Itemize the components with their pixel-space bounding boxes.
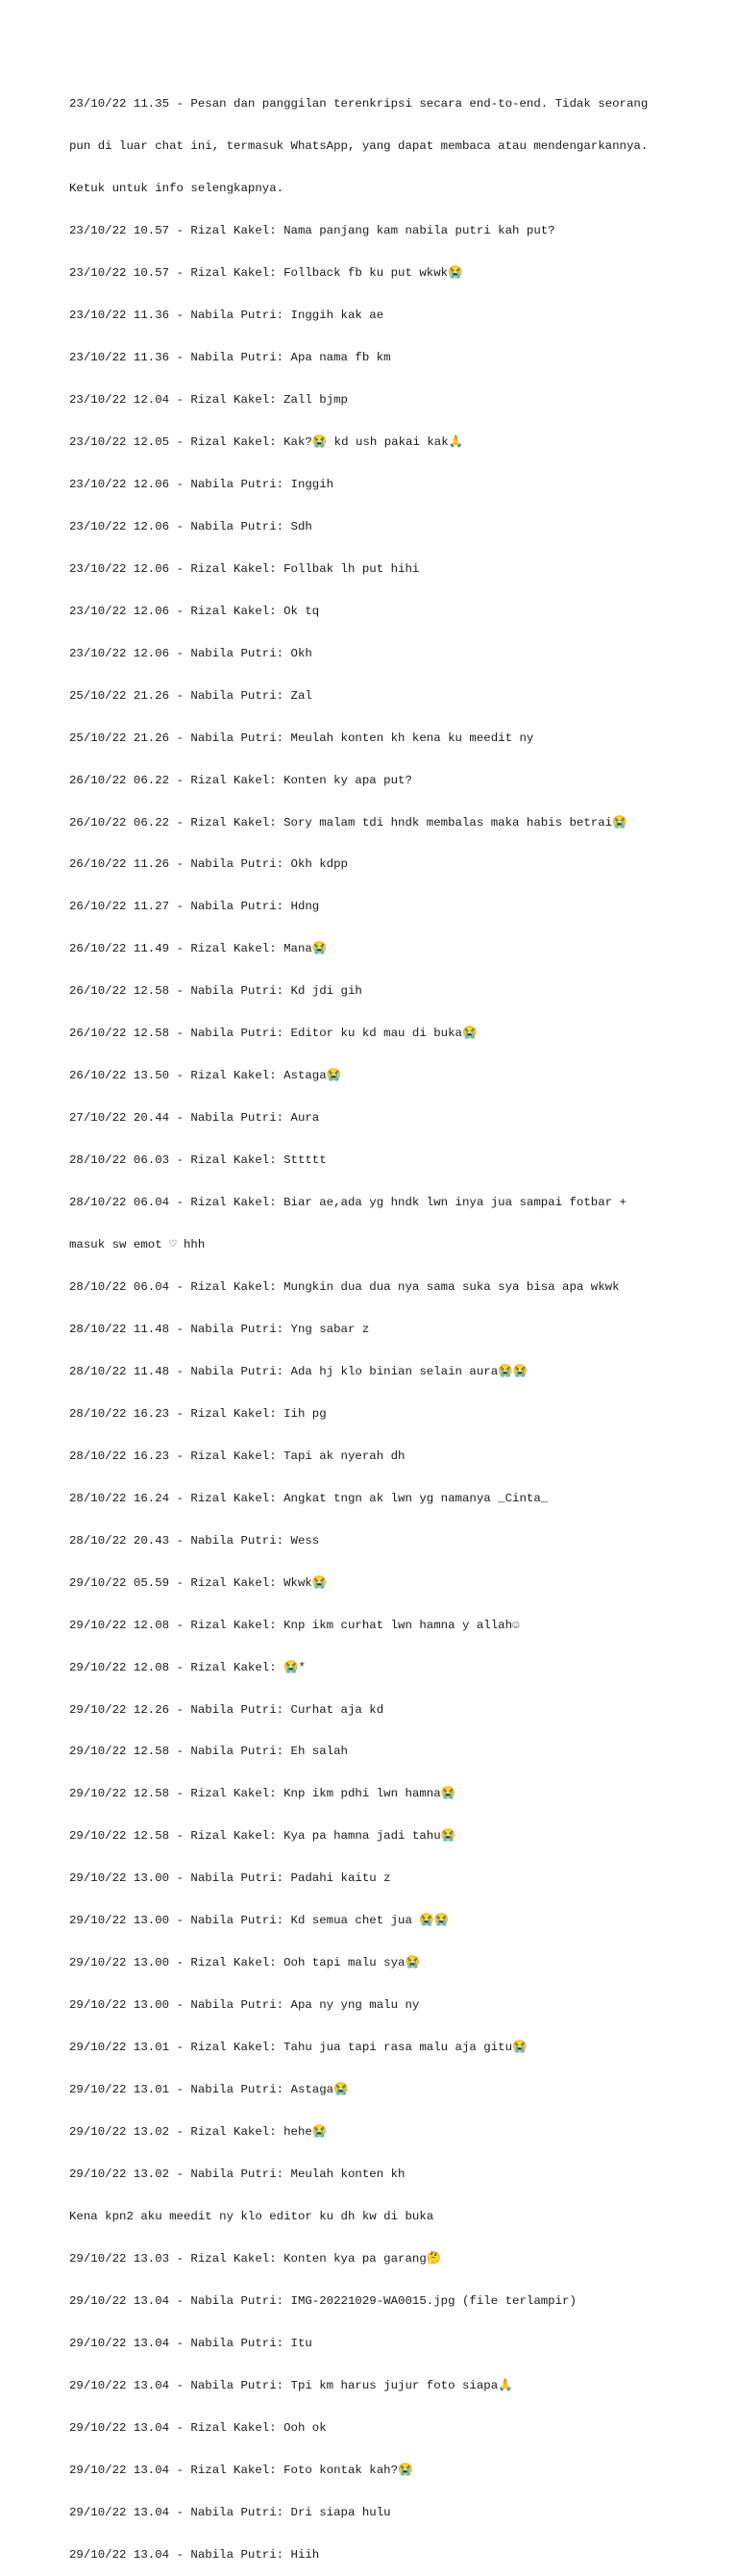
- chat-line: 29/10/22 12.58 - Nabila Putri: Eh salah: [69, 1745, 348, 1759]
- chat-line: pun di luar chat ini, termasuk WhatsApp, yang dapat membaca atau mendengarkannya.: [69, 139, 649, 154]
- chat-line: masuk sw emot ♡ hhh: [69, 1238, 206, 1252]
- chat-line: 28/10/22 11.48 - Nabila Putri: Yng sabar z: [69, 1322, 370, 1336]
- chat-line: 29/10/22 13.04 - Rizal Kakel: Ooh ok: [69, 2420, 327, 2435]
- chat-line: 23/10/22 12.05 - Rizal Kakel: Kak?😭 kd ush pakai kak🙏: [69, 434, 464, 449]
- chat-line: 29/10/22 12.08 - Rizal Kakel: Knp ikm curhat lwn hamna y allah☺: [69, 1618, 520, 1632]
- chat-line: 29/10/22 13.04 - Rizal Kakel: Foto kontak kah?😭: [69, 2463, 413, 2477]
- chat-line: 26/10/22 06.22 - Rizal Kakel: Sory malam tdi hndk membalas maka habis betrai😭: [69, 815, 627, 830]
- chat-line: 23/10/22 12.06 - Nabila Putri: Inggih: [69, 477, 334, 491]
- chat-line: 29/10/22 12.08 - Rizal Kakel: 😭*: [69, 1660, 306, 1674]
- chat-line: 29/10/22 12.58 - Rizal Kakel: Kya pa hamna jadi tahu😭: [69, 1829, 456, 1844]
- chat-line: 23/10/22 12.06 - Rizal Kakel: Ok tq: [69, 604, 320, 618]
- chat-line: 29/10/22 13.04 - Nabila Putri: Itu: [69, 2336, 312, 2350]
- chat-line: 26/10/22 11.49 - Rizal Kakel: Mana😭: [69, 942, 328, 956]
- chat-export-log: [69, 69, 684, 2576]
- chat-line: 26/10/22 11.27 - Nabila Putri: Hdng: [69, 900, 320, 914]
- chat-line: 27/10/22 20.44 - Nabila Putri: Aura: [69, 1111, 320, 1126]
- chat-line: 26/10/22 12.58 - Nabila Putri: Editor ku kd mau di buka😭: [69, 1027, 478, 1041]
- chat-line: 29/10/22 12.26 - Nabila Putri: Curhat aja kd: [69, 1702, 384, 1717]
- chat-line: 28/10/22 16.24 - Rizal Kakel: Angkat tngn ak lwn yg namanya _Cinta_: [69, 1491, 549, 1505]
- chat-line: 29/10/22 13.04 - Nabila Putri: IMG-20221029-WA0015.jpg (file terlampir): [69, 2293, 577, 2308]
- chat-line: 29/10/22 13.02 - Nabila Putri: Meulah konten kh: [69, 2167, 406, 2182]
- chat-line: 29/10/22 13.00 - Rizal Kakel: Ooh tapi malu sya😭: [69, 1956, 420, 1970]
- chat-line: Kena kpn2 aku meedit ny klo editor ku dh kw di buka: [69, 2209, 434, 2223]
- chat-line: 23/10/22 11.36 - Nabila Putri: Inggih kak ae: [69, 309, 384, 323]
- chat-line: 28/10/22 11.48 - Nabila Putri: Ada hj klo binian selain aura😭😭: [69, 1364, 528, 1378]
- chat-line: 29/10/22 13.04 - Nabila Putri: Tpi km harus jujur foto siapa🙏: [69, 2378, 513, 2392]
- chat-line: 23/10/22 12.04 - Rizal Kakel: Zall bjmp: [69, 392, 348, 407]
- chat-line: 26/10/22 12.58 - Nabila Putri: Kd jdi gih: [69, 984, 362, 999]
- chat-line: 23/10/22 10.57 - Rizal Kakel: Follback fb ku put wkwk😭: [69, 266, 463, 281]
- chat-line: 29/10/22 13.00 - Nabila Putri: Kd semua chet jua 😭😭: [69, 1914, 450, 1928]
- chat-line: 28/10/22 06.03 - Rizal Kakel: Sttttt: [69, 1153, 327, 1168]
- chat-line: 25/10/22 21.26 - Nabila Putri: Meulah konten kh kena ku meedit ny: [69, 731, 534, 745]
- chat-line: 29/10/22 13.00 - Nabila Putri: Apa ny yng malu ny: [69, 1998, 420, 2013]
- chat-line: 23/10/22 10.57 - Rizal Kakel: Nama panjang kam nabila putri kah put?: [69, 224, 555, 238]
- chat-line: 29/10/22 13.01 - Nabila Putri: Astaga😭: [69, 2083, 349, 2097]
- chat-line: 23/10/22 12.06 - Nabila Putri: Okh: [69, 646, 312, 660]
- chat-line: 23/10/22 12.06 - Nabila Putri: Sdh: [69, 519, 312, 533]
- chat-line: 28/10/22 20.43 - Nabila Putri: Wess: [69, 1533, 320, 1548]
- chat-line: 23/10/22 12.06 - Rizal Kakel: Follbak lh put hihi: [69, 561, 420, 576]
- chat-line: 26/10/22 13.50 - Rizal Kakel: Astaga😭: [69, 1069, 342, 1083]
- chat-line: 28/10/22 06.04 - Rizal Kakel: Biar ae,ada yg hndk lwn inya jua sampai fotbar +: [69, 1196, 627, 1210]
- chat-line: 29/10/22 13.00 - Nabila Putri: Padahi kaitu z: [69, 1871, 391, 1886]
- chat-line: 29/10/22 13.01 - Rizal Kakel: Tahu jua tapi rasa malu aja gitu😭: [69, 2041, 528, 2055]
- chat-line: 29/10/22 12.58 - Rizal Kakel: Knp ikm pdhi lwn hamna😭: [69, 1787, 456, 1801]
- chat-line: 29/10/22 05.59 - Rizal Kakel: Wkwk😭: [69, 1575, 328, 1590]
- chat-line: 29/10/22 13.04 - Nabila Putri: Hiih: [69, 2547, 320, 2562]
- chat-line: 23/10/22 11.36 - Nabila Putri: Apa nama fb km: [69, 351, 391, 365]
- chat-line: 29/10/22 13.04 - Nabila Putri: Dri siapa hulu: [69, 2505, 391, 2519]
- chat-line: 23/10/22 11.35 - Pesan dan panggilan terenkripsi secara end-to-end. Tidak seorang: [69, 97, 649, 111]
- chat-line: 29/10/22 13.03 - Rizal Kakel: Konten kya pa garang🤔: [69, 2251, 442, 2266]
- chat-line: 26/10/22 06.22 - Rizal Kakel: Konten ky apa put?: [69, 773, 412, 787]
- chat-line: 25/10/22 21.26 - Nabila Putri: Zal: [69, 688, 312, 703]
- chat-line: 28/10/22 06.04 - Rizal Kakel: Mungkin dua dua nya sama suka sya bisa apa wkwk: [69, 1280, 620, 1294]
- chat-line: 28/10/22 16.23 - Rizal Kakel: Iih pg: [69, 1406, 327, 1421]
- chat-line: Ketuk untuk info selengkapnya.: [69, 182, 284, 196]
- chat-line: 29/10/22 13.02 - Rizal Kakel: hehe😭: [69, 2125, 328, 2140]
- chat-line: 26/10/22 11.26 - Nabila Putri: Okh kdpp: [69, 857, 348, 872]
- chat-line: 28/10/22 16.23 - Rizal Kakel: Tapi ak nyerah dh: [69, 1449, 406, 1463]
